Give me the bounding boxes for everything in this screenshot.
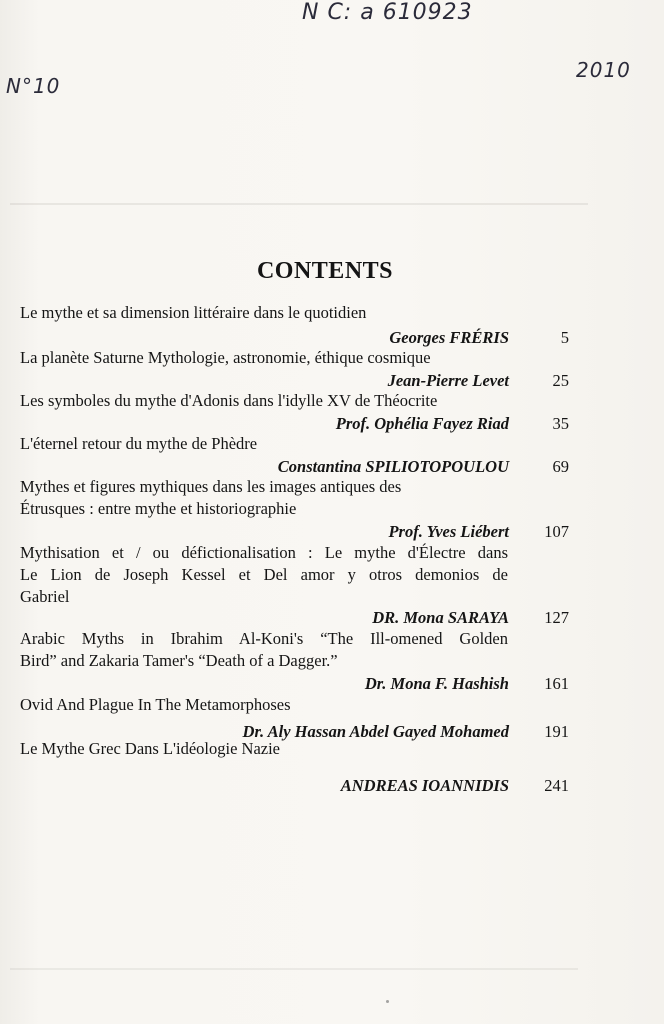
bleed-through-rule-bottom [10, 968, 578, 970]
toc-author-row [20, 456, 569, 478]
toc-page-number: 161 [544, 674, 569, 693]
toc-entry-title [20, 390, 508, 412]
toc-author: DR. Mona SARAYA [372, 608, 509, 627]
toc-author: Jean-Pierre Levet [387, 371, 509, 390]
toc-title-line: Mythisation et / ou défictionalisation : Le mythe d'Électre dans [20, 543, 508, 562]
toc-author: Constantina SPILIOTOPOULOU [277, 457, 509, 476]
handwritten-year: 2010 [576, 58, 631, 82]
toc-entry-title [20, 628, 508, 672]
toc-author: Dr. Aly Hassan Abdel Gayed Mohamed [242, 722, 509, 741]
paper-speck [386, 1000, 389, 1003]
toc-author: Prof. Yves Liébert [388, 522, 509, 541]
toc-author: ANDREAS IOANNIDIS [340, 776, 509, 795]
toc-author: Georges FRÉRIS [389, 328, 509, 347]
toc-author-row [20, 370, 569, 392]
toc-author-row [20, 413, 569, 435]
toc-author: Dr. Mona F. Hashish [364, 674, 509, 693]
contents-heading: CONTENTS [256, 258, 394, 284]
toc-title-line: Les symboles du mythe d'Adonis dans l'idylle XV de Théocrite [20, 391, 438, 410]
toc-author-row [20, 607, 569, 629]
toc-page-number: 69 [552, 457, 569, 476]
toc-entry-title [20, 433, 508, 455]
toc-title-line: Arabic Myths in Ibrahim Al-Koni's “The Ill-omened Golden [20, 629, 508, 648]
toc-title-line: Bird” and Zakaria Tamer's “Death of a Dagger.” [20, 651, 338, 670]
toc-title-line: Le mythe et sa dimension littéraire dans le quotidien [20, 303, 367, 322]
handwritten-catalog-number: N C: a 610923 [302, 0, 473, 25]
bleed-through-rule [10, 203, 588, 205]
toc-entry-title [20, 476, 508, 520]
toc-entry-title [20, 542, 508, 608]
handwritten-issue-number: N°10 [6, 74, 61, 98]
toc-title-line: Le Lion de Joseph Kessel et Del amor y otros demonios de [20, 565, 508, 584]
toc-title-line: Gabriel [20, 587, 70, 606]
toc-author-row [20, 775, 569, 797]
toc-page-number: 5 [560, 328, 569, 347]
toc-title-line: L'éternel retour du mythe de Phèdre [20, 434, 258, 453]
toc-title-line: La planète Saturne Mythologie, astronomie, éthique cosmique [20, 348, 431, 367]
toc-author-row [20, 673, 569, 695]
toc-entry-title [20, 694, 508, 716]
toc-author-row [20, 521, 569, 543]
toc-title-line: Mythes et figures mythiques dans les images antiques des [20, 477, 402, 496]
toc-author-row [20, 327, 569, 349]
toc-author: Prof. Ophélia Fayez Riad [335, 414, 509, 433]
toc-entry-title [20, 738, 508, 760]
toc-title-line: Étrusques : entre mythe et historiographie [20, 499, 297, 518]
toc-page-number: 35 [552, 414, 569, 433]
toc-page-number: 191 [544, 722, 569, 741]
toc-title-line: Ovid And Plague In The Metamorphoses [20, 695, 291, 714]
toc-title-line: Le Mythe Grec Dans L'idéologie Nazie [20, 739, 280, 758]
toc-page-number: 25 [552, 371, 569, 390]
toc-page-number: 107 [544, 522, 569, 541]
toc-entry-title [20, 302, 508, 324]
toc-entry-title [20, 347, 508, 369]
toc-page-number: 241 [544, 776, 569, 795]
toc-page-number: 127 [544, 608, 569, 627]
